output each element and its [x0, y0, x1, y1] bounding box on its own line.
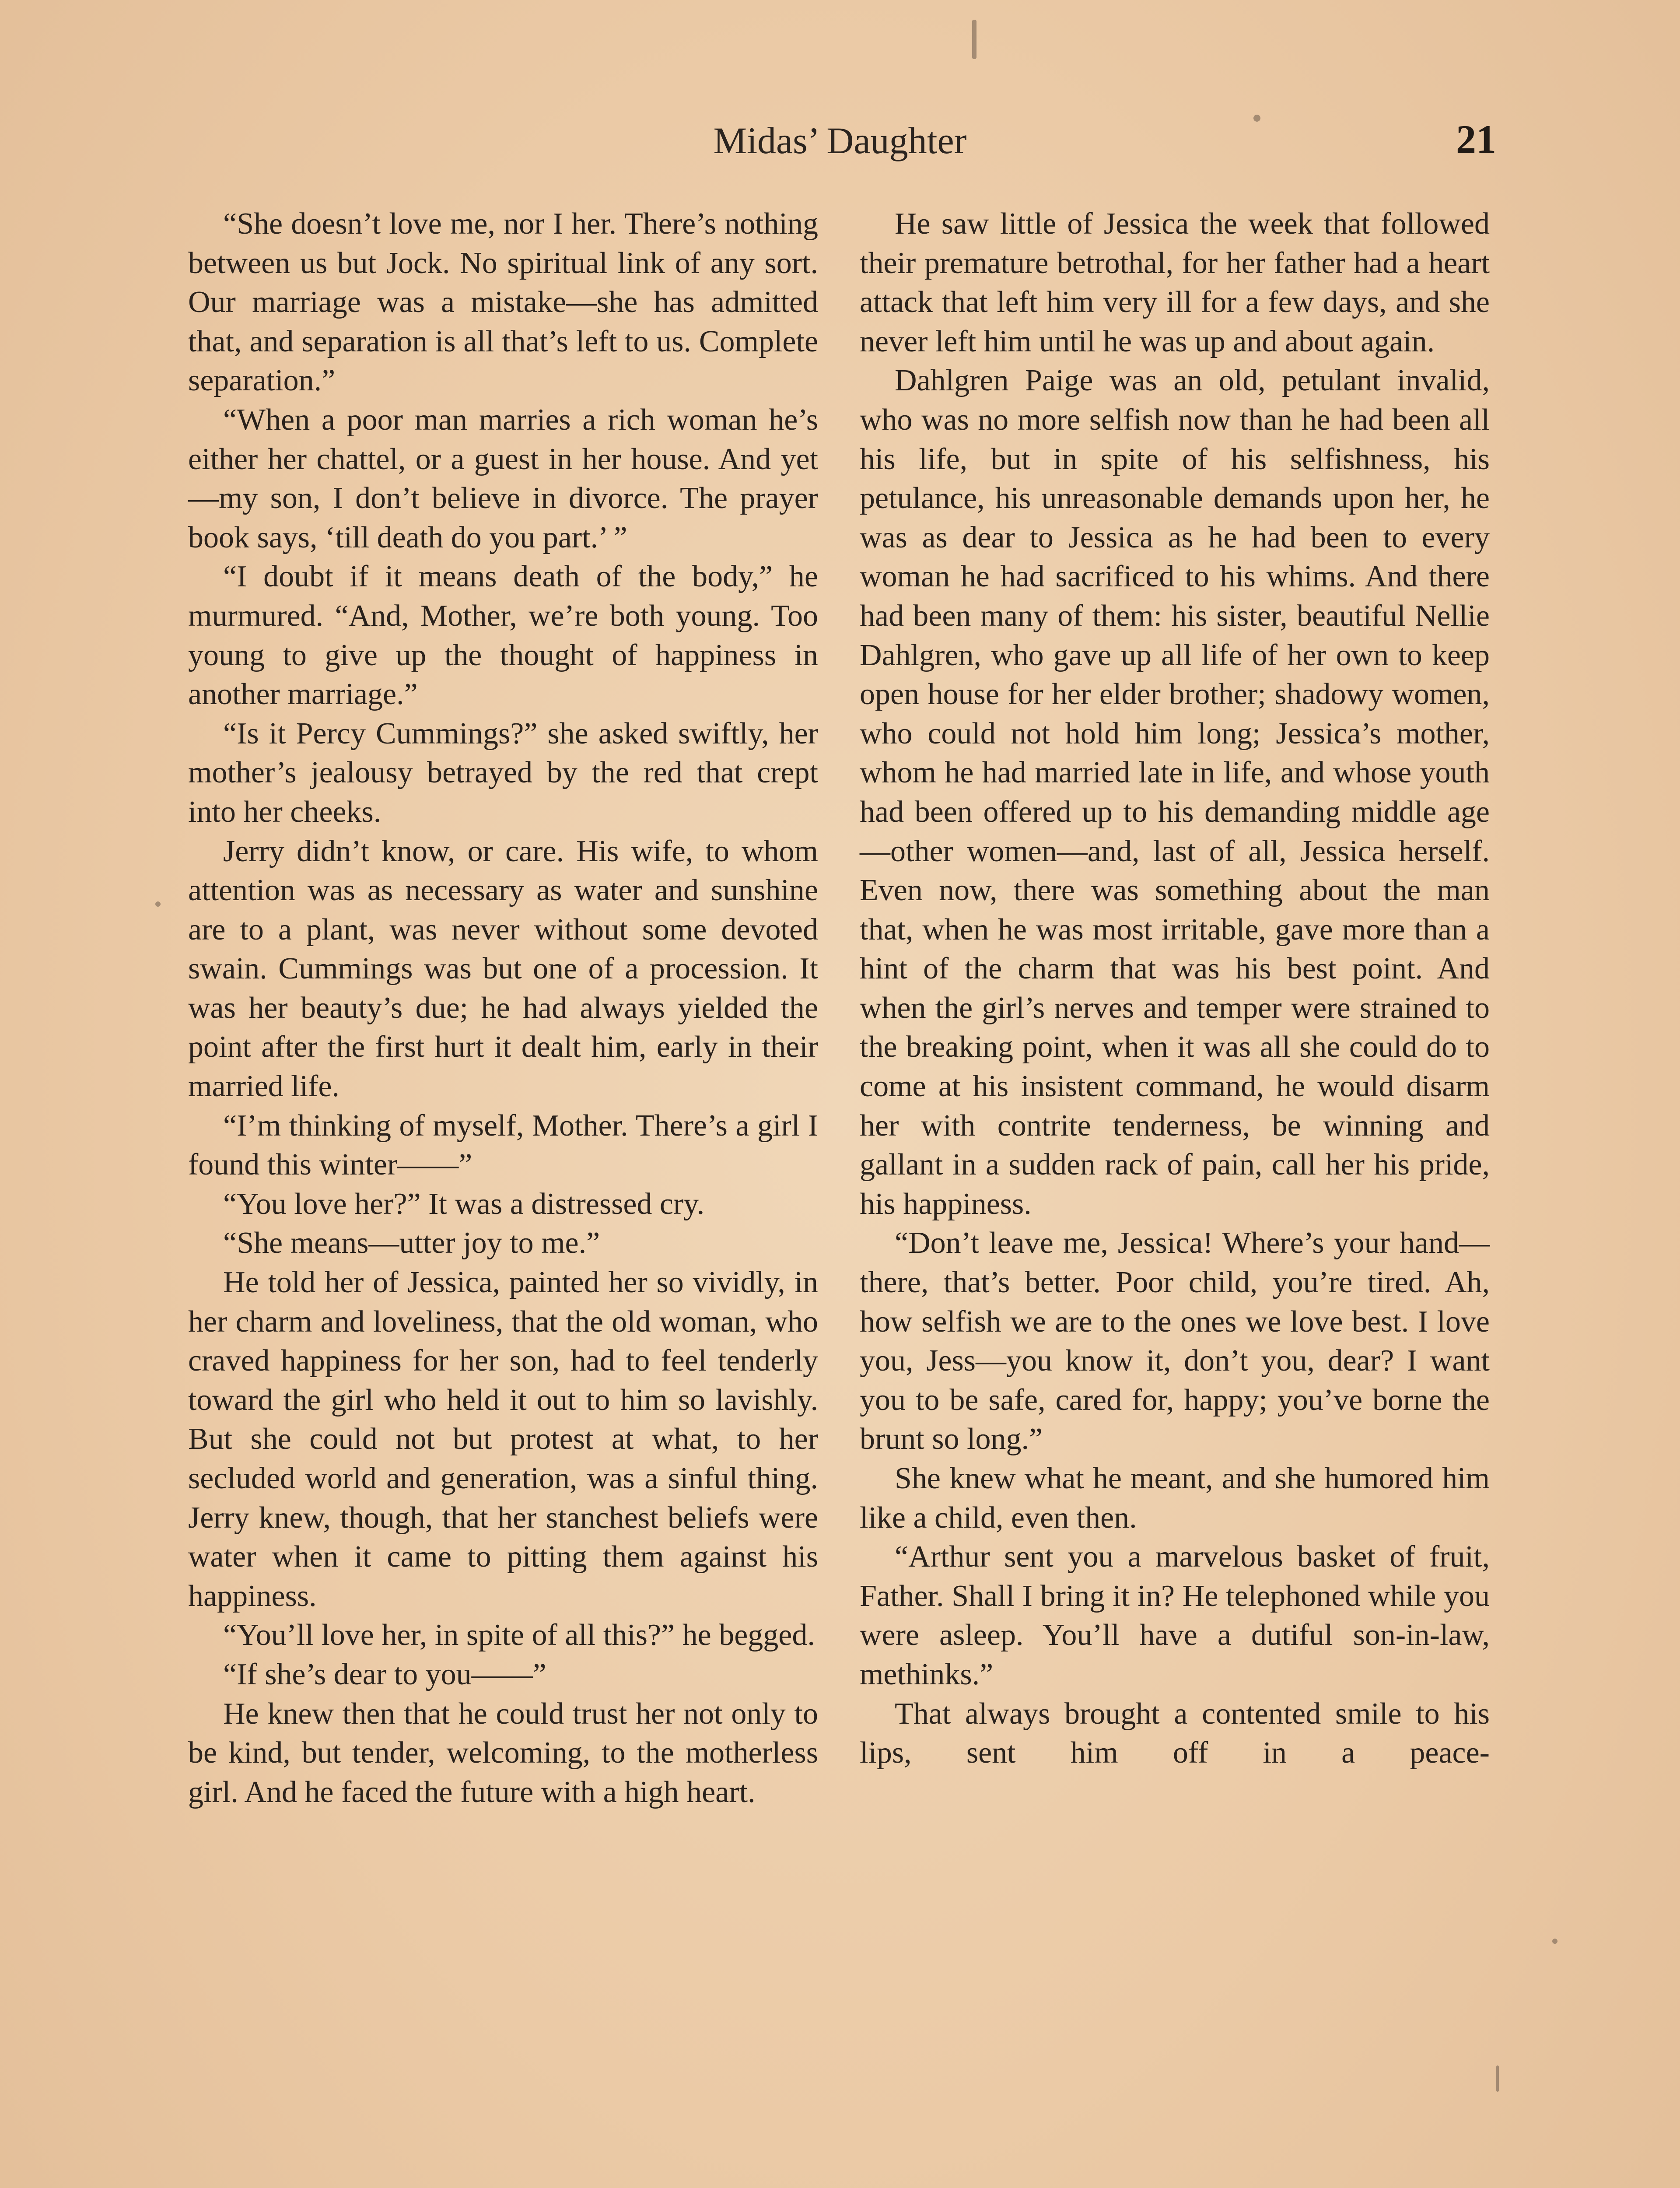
paper-speck — [1253, 115, 1260, 122]
paragraph: “She doesn’t love me, nor I her. There’s nothing between us but Jock. No spiritual link of any sort. Our marriage was a mistake—she has admitted that, and separation is all that’s left to us. Complete separation.” — [188, 207, 818, 398]
running-header-title: Midas’ Daughter — [713, 119, 967, 161]
paragraph: “You love her?” It was a distressed cry. — [223, 1187, 705, 1221]
paragraph: “Is it Percy Cummings?” she asked swiftly, her mother’s jealousy betrayed by the red that crept into her cheeks. — [188, 716, 818, 829]
paragraph: She knew what he meant, and she humored him like a child, even then. — [860, 1462, 1490, 1535]
paper-speck — [972, 20, 976, 59]
paper-speck — [1496, 2065, 1499, 2092]
paragraph: “When a poor man marries a rich woman he’s either her chattel, or a guest in her house. And yet—my son, I don’t believe in divorce. The prayer book says, ‘till death do you part.’ ” — [188, 403, 818, 554]
paper-speck — [1552, 1939, 1558, 1944]
paragraph: “You’ll love her, in spite of all this?” he begged. — [223, 1618, 815, 1652]
paragraph: “I’m thinking of myself, Mother. There’s a girl I found this winter——” — [188, 1108, 818, 1182]
paragraph: He saw little of Jessica the week that followed their premature betrothal, for her father had a heart attack that left him very ill for a few days, and she never left him until he was up and about again. — [860, 207, 1490, 358]
paragraph: “If she’s dear to you——” — [223, 1657, 546, 1691]
paragraph: “Don’t leave me, Jessica! Where’s your hand—there, that’s better. Poor child, you’re tired. Ah, how selfish we are to the ones we love best. I love you, Jess—you know it, don’t you, dear? I want you to be safe, cared for, happy; you’ve borne the brunt so long.” — [860, 1226, 1490, 1456]
right-text-column — [860, 204, 1490, 1773]
paragraph: Jerry didn’t know, or care. His wife, to whom attention was as necessary as water and sunshine are to a plant, was never without some devoted swain. Cummings was but one of a procession. It was her beauty’s due; he had always yielded the point after the first hurt it dealt him, early in their married life. — [188, 834, 818, 1104]
paper-speck — [155, 901, 161, 907]
paragraph: That always brought a contented smile to his lips, sent him off in a peace- — [860, 1697, 1490, 1770]
paragraph: He knew then that he could trust her not only to be kind, but tender, welcoming, to the motherless girl. And he faced the future with a high heart. — [188, 1697, 818, 1809]
paragraph: “She means—utter joy to me.” — [223, 1226, 600, 1260]
paragraph: “Arthur sent you a marvelous basket of fruit, Father. Shall I bring it in? He telephoned while you were asleep. You’ll have a dutiful son-in-law, methinks.” — [860, 1540, 1490, 1691]
paragraph: Dahlgren Paige was an old, petulant invalid, who was no more selfish now than he had been all his life, but in spite of his selfishness, his petulance, his unreasonable demands upon her, he was as dear to Jessica as he had been to every woman he had sacrificed to his whims. And there had been many of them: his sister, beautiful Nellie Dahlgren, who gave up all life of her own to keep open house for her elder brother; shadowy women, who could not hold him long; Jessica’s mother, whom he had married late in life, and whose youth had been offered up to his demanding middle age—other women—and, last of all, Jessica herself. Even now, there was something about the man that, when he was most irritable, gave more than a hint of the charm that was his best point. And when the girl’s nerves and temper were strained to the breaking point, when it was all she could do to come at his insistent command, he would disarm her with contrite tenderness, be winning and gallant in a sudden rack of pain, call her his pride, his happiness. — [860, 364, 1490, 1221]
page-number: 21 — [1456, 117, 1496, 161]
paragraph: He told her of Jessica, painted her so vividly, in her charm and loveliness, that the old woman, who craved happiness for her son, had to feel tenderly toward the girl who held it out to him so lavishly. But she could not but protest at what, to her secluded world and generation, was a sinful thing. Jerry knew, though, that her stanchest beliefs were water when it came to pitting them against his happiness. — [188, 1266, 818, 1613]
left-text-column — [188, 204, 818, 1812]
paragraph: “I doubt if it means death of the body,” he murmured. “And, Mother, we’re both young. Too young to give up the thought of happiness in another marriage.” — [188, 560, 818, 712]
